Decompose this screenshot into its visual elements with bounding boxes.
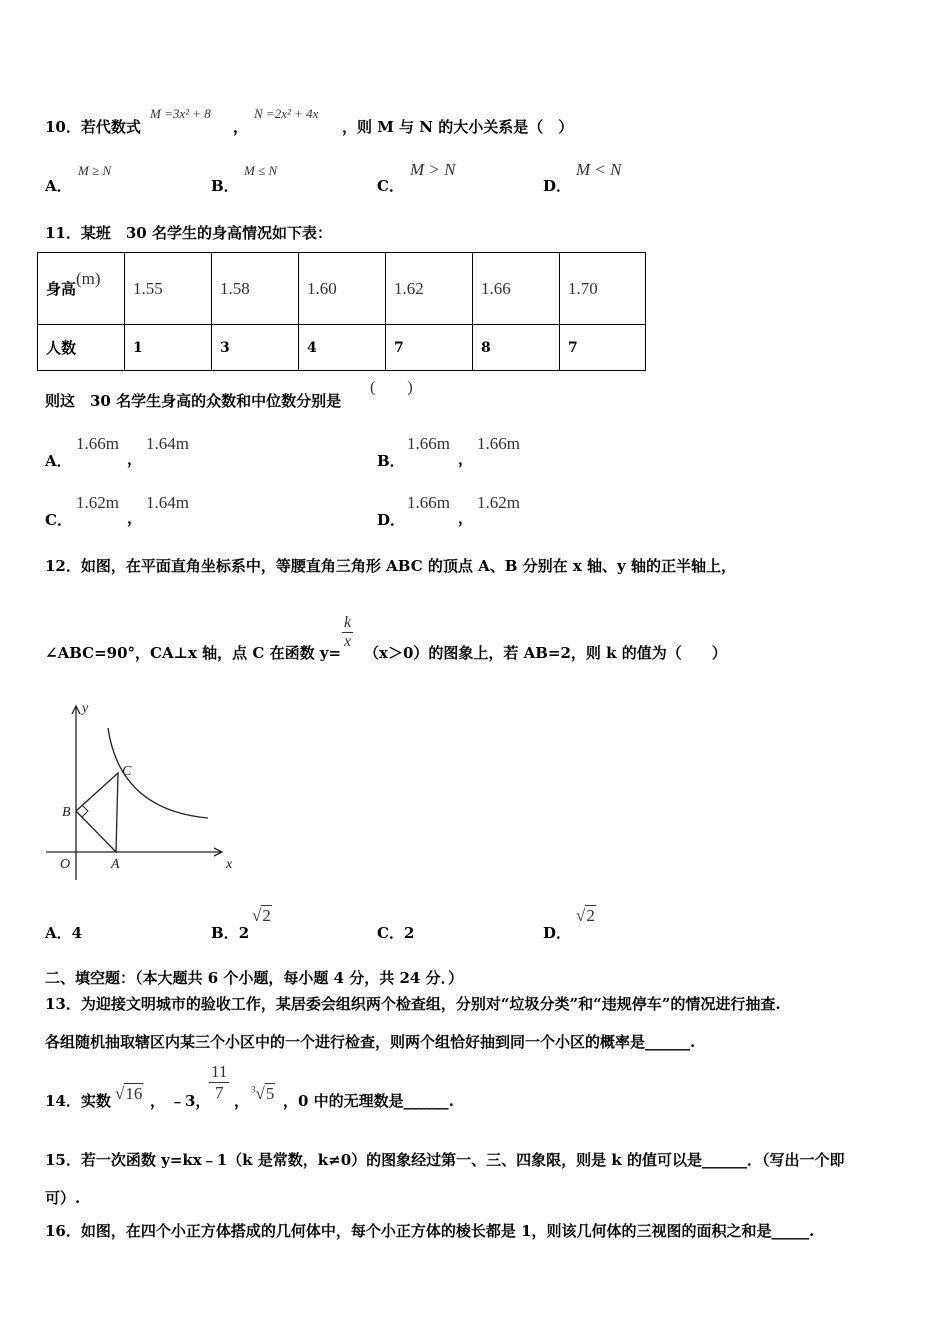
q11-paren: ( ) — [370, 379, 413, 396]
table-cell: 7 — [386, 325, 473, 371]
q12-line2a: ∠ABC=90°，CA⊥x 轴，点 C 在函数 y= — [45, 644, 342, 662]
q12-text: 如图，在平面直角坐标系中，等腰直角三角形 ABC 的顶点 A、B 分别在 x 轴、y 轴的正半轴上， — [80, 557, 736, 575]
q10-option-a-letter: A． — [45, 177, 72, 195]
coordinate-figure — [40, 700, 250, 880]
q11-option-b-v2: 1.66m — [477, 434, 520, 453]
q13-line1: 13．为迎接文明城市的验收工作，某居委会组织两个检查组，分别对“垃圾分类”和“违规停车”的情况进行抽查. — [45, 995, 781, 1013]
q11-lead: 某班 30 名学生的身高情况如下表： — [80, 224, 332, 242]
point-c-label: C — [122, 764, 132, 779]
q14-sep1: ， — [150, 1092, 166, 1110]
q14-fraction — [209, 1062, 229, 1103]
q10-sep: ， — [233, 118, 249, 136]
q11-option-d-v2: 1.62m — [477, 493, 520, 512]
q11-line — [45, 222, 332, 243]
q10-option-d: M < N — [576, 160, 622, 179]
q10-option-b-letter: B． — [211, 177, 239, 195]
y-label: y — [82, 701, 89, 716]
q10-option-c: M > N — [410, 160, 456, 179]
q14-neg3: ﹣3， — [170, 1092, 211, 1110]
table-row — [38, 325, 646, 371]
table-cell: 1.70 — [560, 253, 646, 325]
fraction-denominator: 7 — [214, 1083, 224, 1102]
q11-option-c-v1: 1.62m — [76, 493, 119, 512]
section-heading: 二、填空题：（本大题共 6 个小题，每小题 4 分，共 24 分．） — [45, 969, 464, 987]
point-a-label: A — [111, 857, 120, 872]
q14-cbrt5: $^3$√5 — [251, 1084, 275, 1103]
q11-option-b-v1: 1.66m — [407, 434, 450, 453]
q12-number: 12． — [45, 557, 81, 575]
point-b-label: B — [62, 805, 71, 820]
q11-option-b-letter: B． — [377, 452, 405, 470]
table-cell: 8 — [473, 325, 560, 371]
q12-line1 — [45, 555, 736, 576]
q12-line2b: （x＞0）的图象上，若 AB=2，则 k 的值为（ ） — [364, 644, 727, 662]
height-table — [37, 252, 646, 371]
q10-option-d-letter: D． — [543, 177, 572, 195]
q14-sqrt16: √16 — [115, 1084, 143, 1103]
q10-option-c-letter: C． — [377, 177, 404, 195]
q10-expr-n: N =2x² + 4x — [254, 106, 319, 121]
q11-question: 则这 30 名学生身高的众数和中位数分别是 — [45, 392, 342, 410]
q16-line1: 16．如图，在四个小正方体搭成的几何体中，每个小正方体的棱长都是 1，则该几何体的三视图的面积之和是_____. — [45, 1222, 815, 1240]
q13-line2: 各组随机抽取辖区内某三个小区中的一个进行检查，则两个组恰好抽到同一个小区的概率是______. — [45, 1033, 696, 1051]
table-header-count: 人数 — [38, 325, 125, 371]
q15-line2: 可）. — [45, 1189, 81, 1207]
table-cell: 4 — [299, 325, 386, 371]
table-cell: 1 — [125, 325, 212, 371]
fraction-numerator: k — [344, 614, 352, 631]
q12-option-b-sqrt: √2 — [252, 906, 271, 925]
fraction-denominator: x — [344, 633, 352, 650]
x-label: x — [226, 857, 233, 872]
right-angle-mark — [82, 805, 88, 817]
triangle-abc — [76, 773, 118, 852]
table-cell: 1.66 — [473, 253, 560, 325]
q10-option-b: M ≤ N — [244, 163, 278, 178]
table-cell: 1.62 — [386, 253, 473, 325]
q10-option-a: M ≥ N — [78, 163, 112, 178]
q11-option-a-v1: 1.66m — [76, 434, 119, 453]
q11-option-c-v2: 1.64m — [146, 493, 189, 512]
q14-tail: ，0 中的无理数是______. — [283, 1092, 454, 1110]
q10-expr-m: M =3x² + 8 — [150, 106, 211, 121]
q10-line — [45, 116, 141, 137]
table-cell: 3 — [212, 325, 299, 371]
q10-number: 10． — [45, 118, 81, 136]
unit-label: (m) — [76, 269, 101, 288]
q11-option-a-v2: 1.64m — [146, 434, 189, 453]
origin-label: O — [60, 857, 71, 872]
q11-option-d-v1: 1.66m — [407, 493, 450, 512]
q14-sep2: ， — [234, 1092, 250, 1110]
q12-option-d-sqrt: √2 — [576, 906, 595, 925]
q11-option-d-comma: ， — [458, 509, 474, 527]
table-cell: 1.60 — [299, 253, 386, 325]
q11-option-c-letter: C． — [45, 511, 72, 529]
q14-lead: 14．实数 — [45, 1092, 111, 1110]
q12-option-b: B．2 — [211, 924, 250, 942]
fraction-numerator: 11 — [211, 1062, 228, 1081]
q12-option-a: A．4 — [45, 924, 83, 942]
q15-line1: 15．若一次函数 y=kx﹣1（k 是常数，k≠0）的图象经过第一、三、四象限，则是 k 的值可以是______．（写出一个即 — [45, 1151, 845, 1169]
q11-option-d-letter: D． — [377, 511, 406, 529]
q11-option-a-comma: ， — [127, 450, 143, 468]
q11-option-c-comma: ， — [127, 509, 143, 527]
q11-option-a-letter: A． — [45, 452, 72, 470]
table-cell: 1.55 — [125, 253, 212, 325]
q10-lead: 若代数式 — [80, 118, 141, 136]
q11-option-b-comma: ， — [458, 450, 474, 468]
q10-tail: ，则 M 与 N 的大小关系是（ ） — [342, 118, 574, 136]
table-cell: 1.58 — [212, 253, 299, 325]
q12-option-c: C．2 — [377, 924, 415, 942]
table-header-height: 身高(m) — [38, 253, 125, 325]
q12-fraction — [342, 614, 353, 651]
table-row — [38, 253, 646, 325]
q12-option-d: D． — [543, 924, 572, 942]
table-cell: 7 — [560, 325, 646, 371]
q11-number: 11． — [45, 224, 81, 242]
